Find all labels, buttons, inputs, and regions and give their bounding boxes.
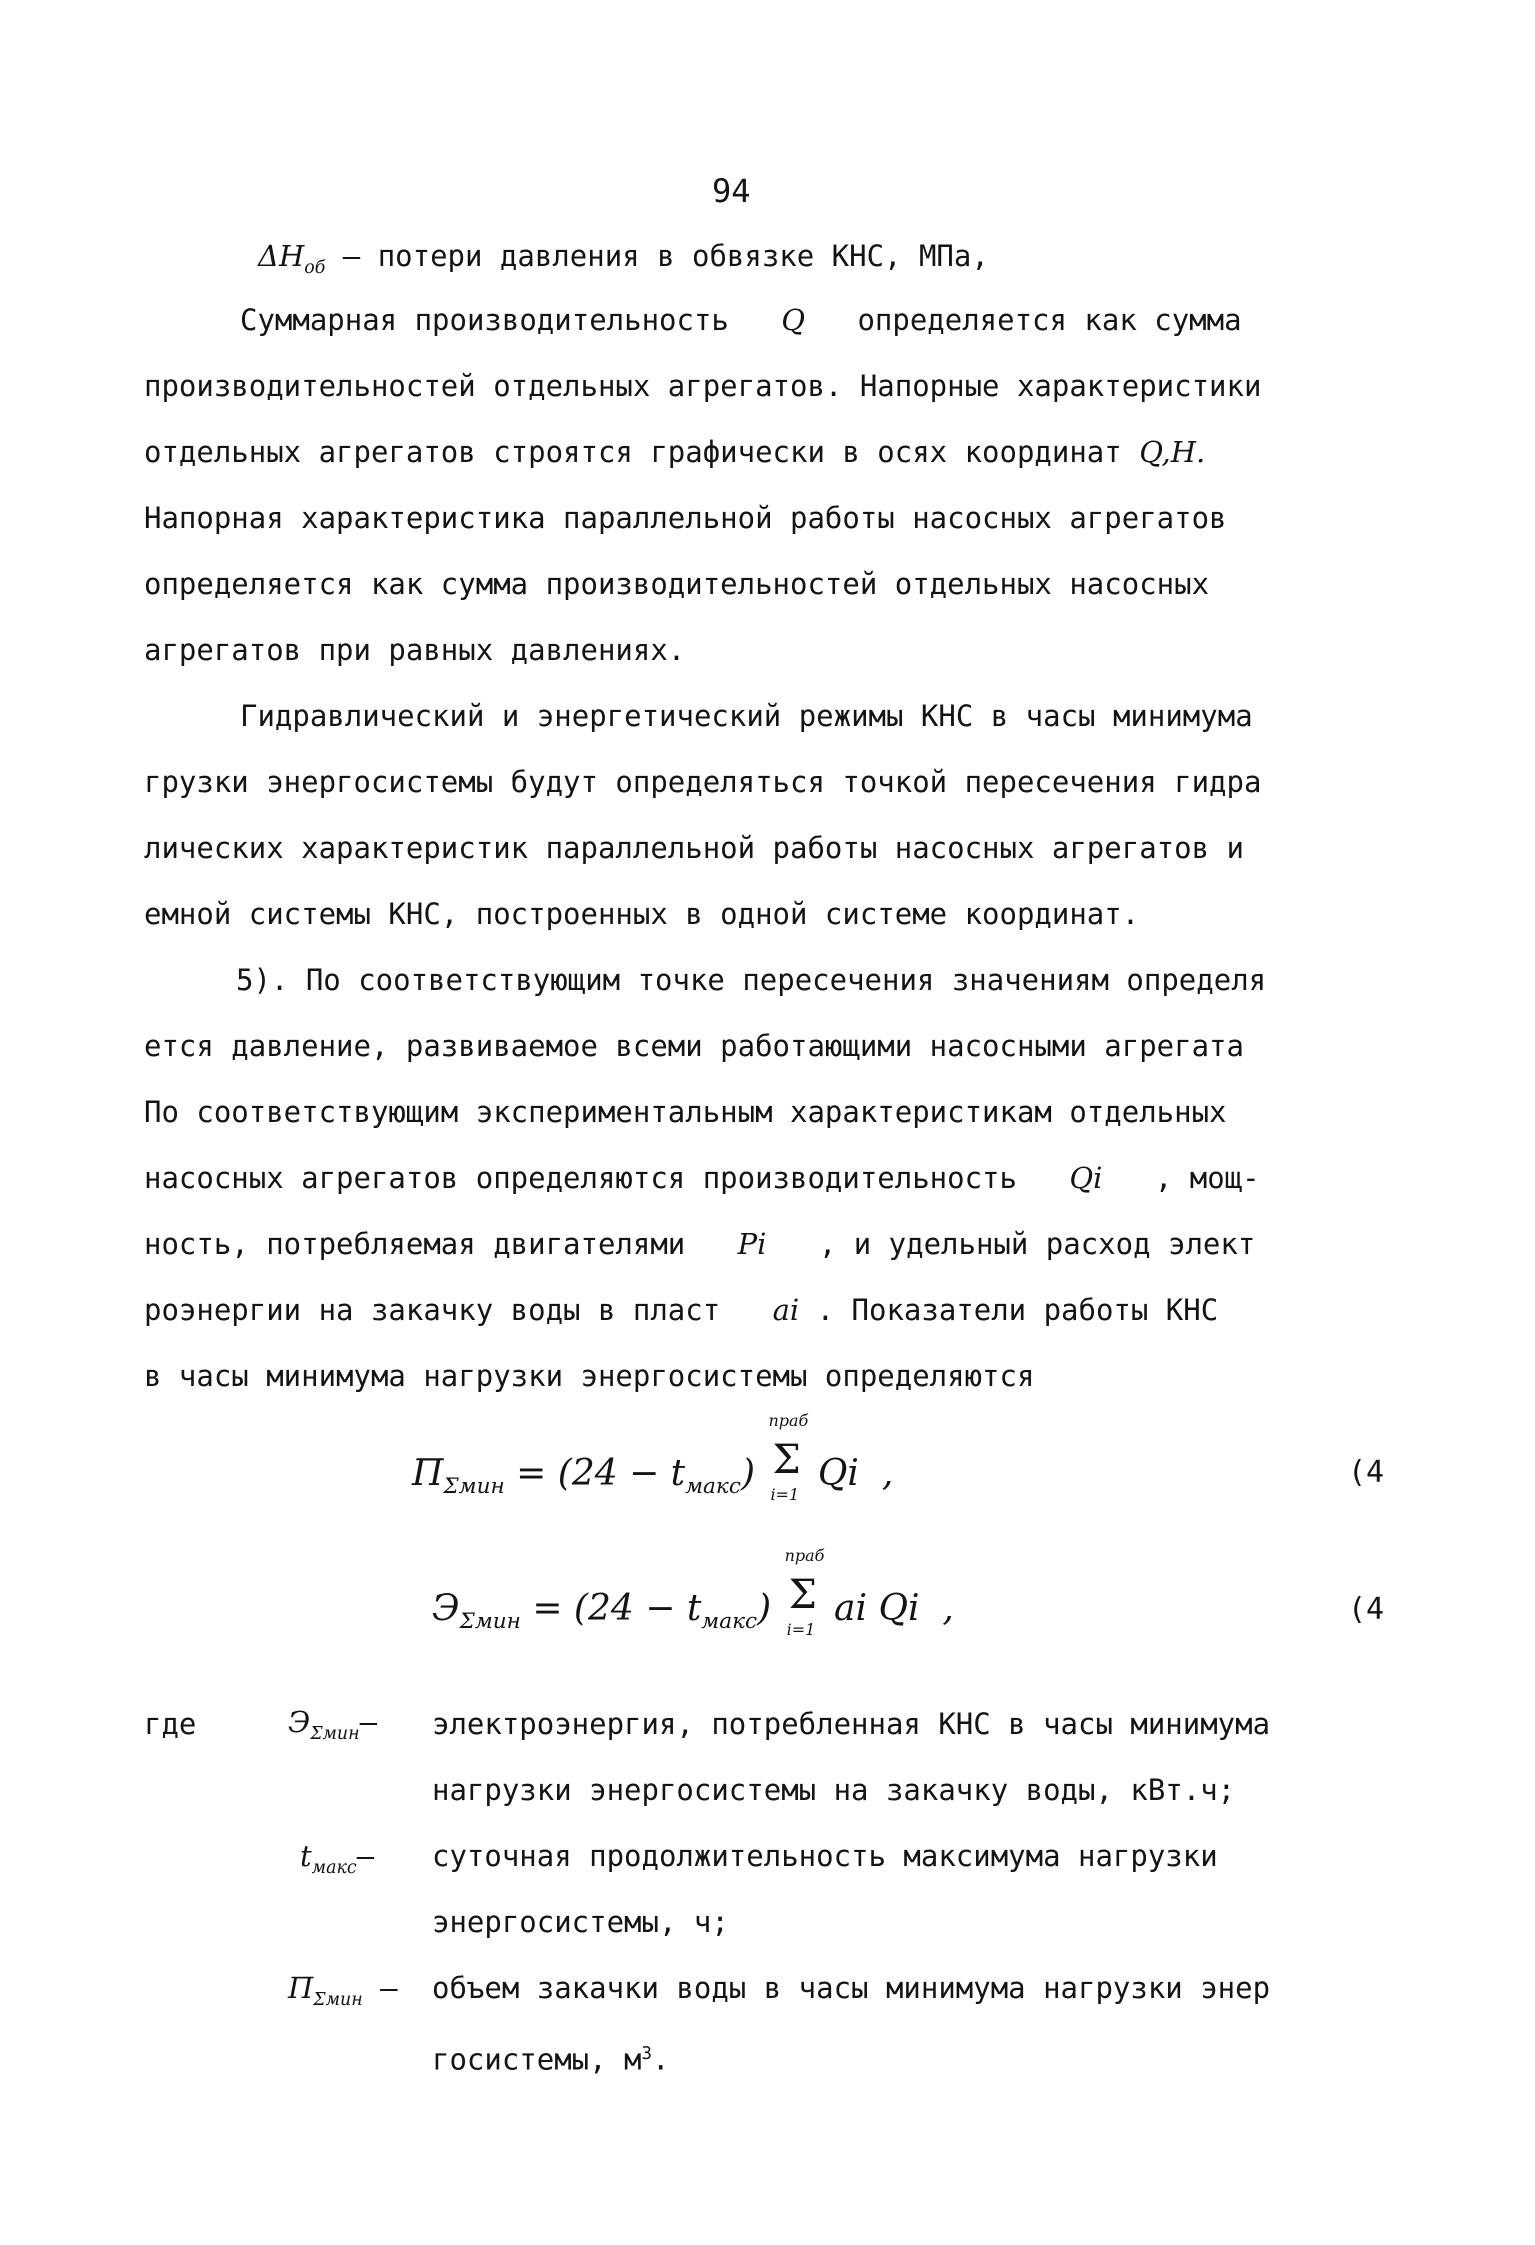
para3-line3: По соответствующим экспериментальным характеристикам отдельных (144, 1095, 1227, 1129)
where-item-2-text2: энергосистемы, ч; (432, 1905, 729, 1939)
para1-line1: Суммарная производительность Q определяется как сумма (240, 303, 1242, 337)
delta-h-definition (258, 238, 989, 286)
page-number: 94 (712, 172, 751, 210)
para3-line4: насосных агрегатов определяются производительность Qi , мощ- (144, 1161, 1260, 1195)
where-item-1-symbol: $Э_{\Sigma мин}-$ (288, 1705, 378, 1744)
where-item-3-text2: госистемы, $м^3$. (432, 2042, 670, 2077)
summation-symbol: Σ nраб i=1 (768, 1411, 809, 1504)
delta-h-symbol: $\Delta H_{об}$ (258, 239, 326, 278)
para3-line2: ется давление, развиваемое всеми работающими насосными агрегата (144, 1029, 1244, 1063)
where-item-1-text2: нагрузки энергосистемы на закачку воды, кВт.ч; (432, 1773, 1236, 1807)
para2-line4: емной системы КНС, построенных в одной системе координат. (144, 897, 1140, 931)
para1-line3: отдельных агрегатов строятся графически в осях координат Q,H. (144, 435, 1206, 469)
para1-line6: агрегатов при равных давлениях. (144, 633, 686, 667)
para3-line6: роэнергии на закачку воды в пласт ai . Показатели работы КНС (144, 1293, 1219, 1327)
where-item-3-text1: объем закачки воды в часы минимума нагрузки энер (432, 1971, 1271, 2005)
para3-line1: 5). По соответствующим точке пересечения значениям определя (236, 963, 1267, 997)
para1-line5: определяется как сумма производительностей отдельных насосных (144, 567, 1210, 601)
where-label: где (144, 1707, 197, 1741)
equation-2-number: (4 (1348, 1592, 1385, 1627)
delta-h-text: – потери давления в обвязке КНС, МПа, (342, 239, 989, 273)
para3-line7: в часы минимума нагрузки энергосистемы определяются (144, 1359, 1035, 1393)
para3-line5: ность, потребляемая двигателями Pi , и удельный расход элект (144, 1227, 1256, 1261)
equation-1: $\Pi_{\Sigma мин} = (24 - t_{макс})$ Σ nраб i=1 Qi , (412, 1411, 894, 1504)
where-item-3-symbol: $\Pi_{\Sigma мин}$ – (288, 1971, 398, 2010)
para2-line1: Гидравлический и энергетический режимы КНС в часы минимума (240, 699, 1253, 733)
equation-2: $Э_{\Sigma мин} = (24 - t_{макс})$ Σ nраб i=1 ai Qi , (432, 1546, 954, 1639)
para2-line3: лических характеристик параллельной работы насосных агрегатов и (144, 831, 1244, 865)
where-item-1-text1: электроэнергия, потребленная КНС в часы минимума (432, 1707, 1271, 1741)
where-item-2-text1: суточная продолжительность максимума нагрузки (432, 1839, 1218, 1873)
para2-line2: грузки энергосистемы будут определяться точкой пересечения гидра (144, 765, 1262, 799)
para1-line4: Напорная характеристика параллельной работы насосных агрегатов (144, 501, 1227, 535)
where-item-2-symbol: $t_{макс}-$ (300, 1839, 375, 1878)
summation-symbol: Σ nраб i=1 (784, 1546, 825, 1639)
equation-1-number: (4 (1348, 1455, 1385, 1490)
para1-line2: производительностей отдельных агрегатов. Напорные характеристики (144, 369, 1262, 403)
